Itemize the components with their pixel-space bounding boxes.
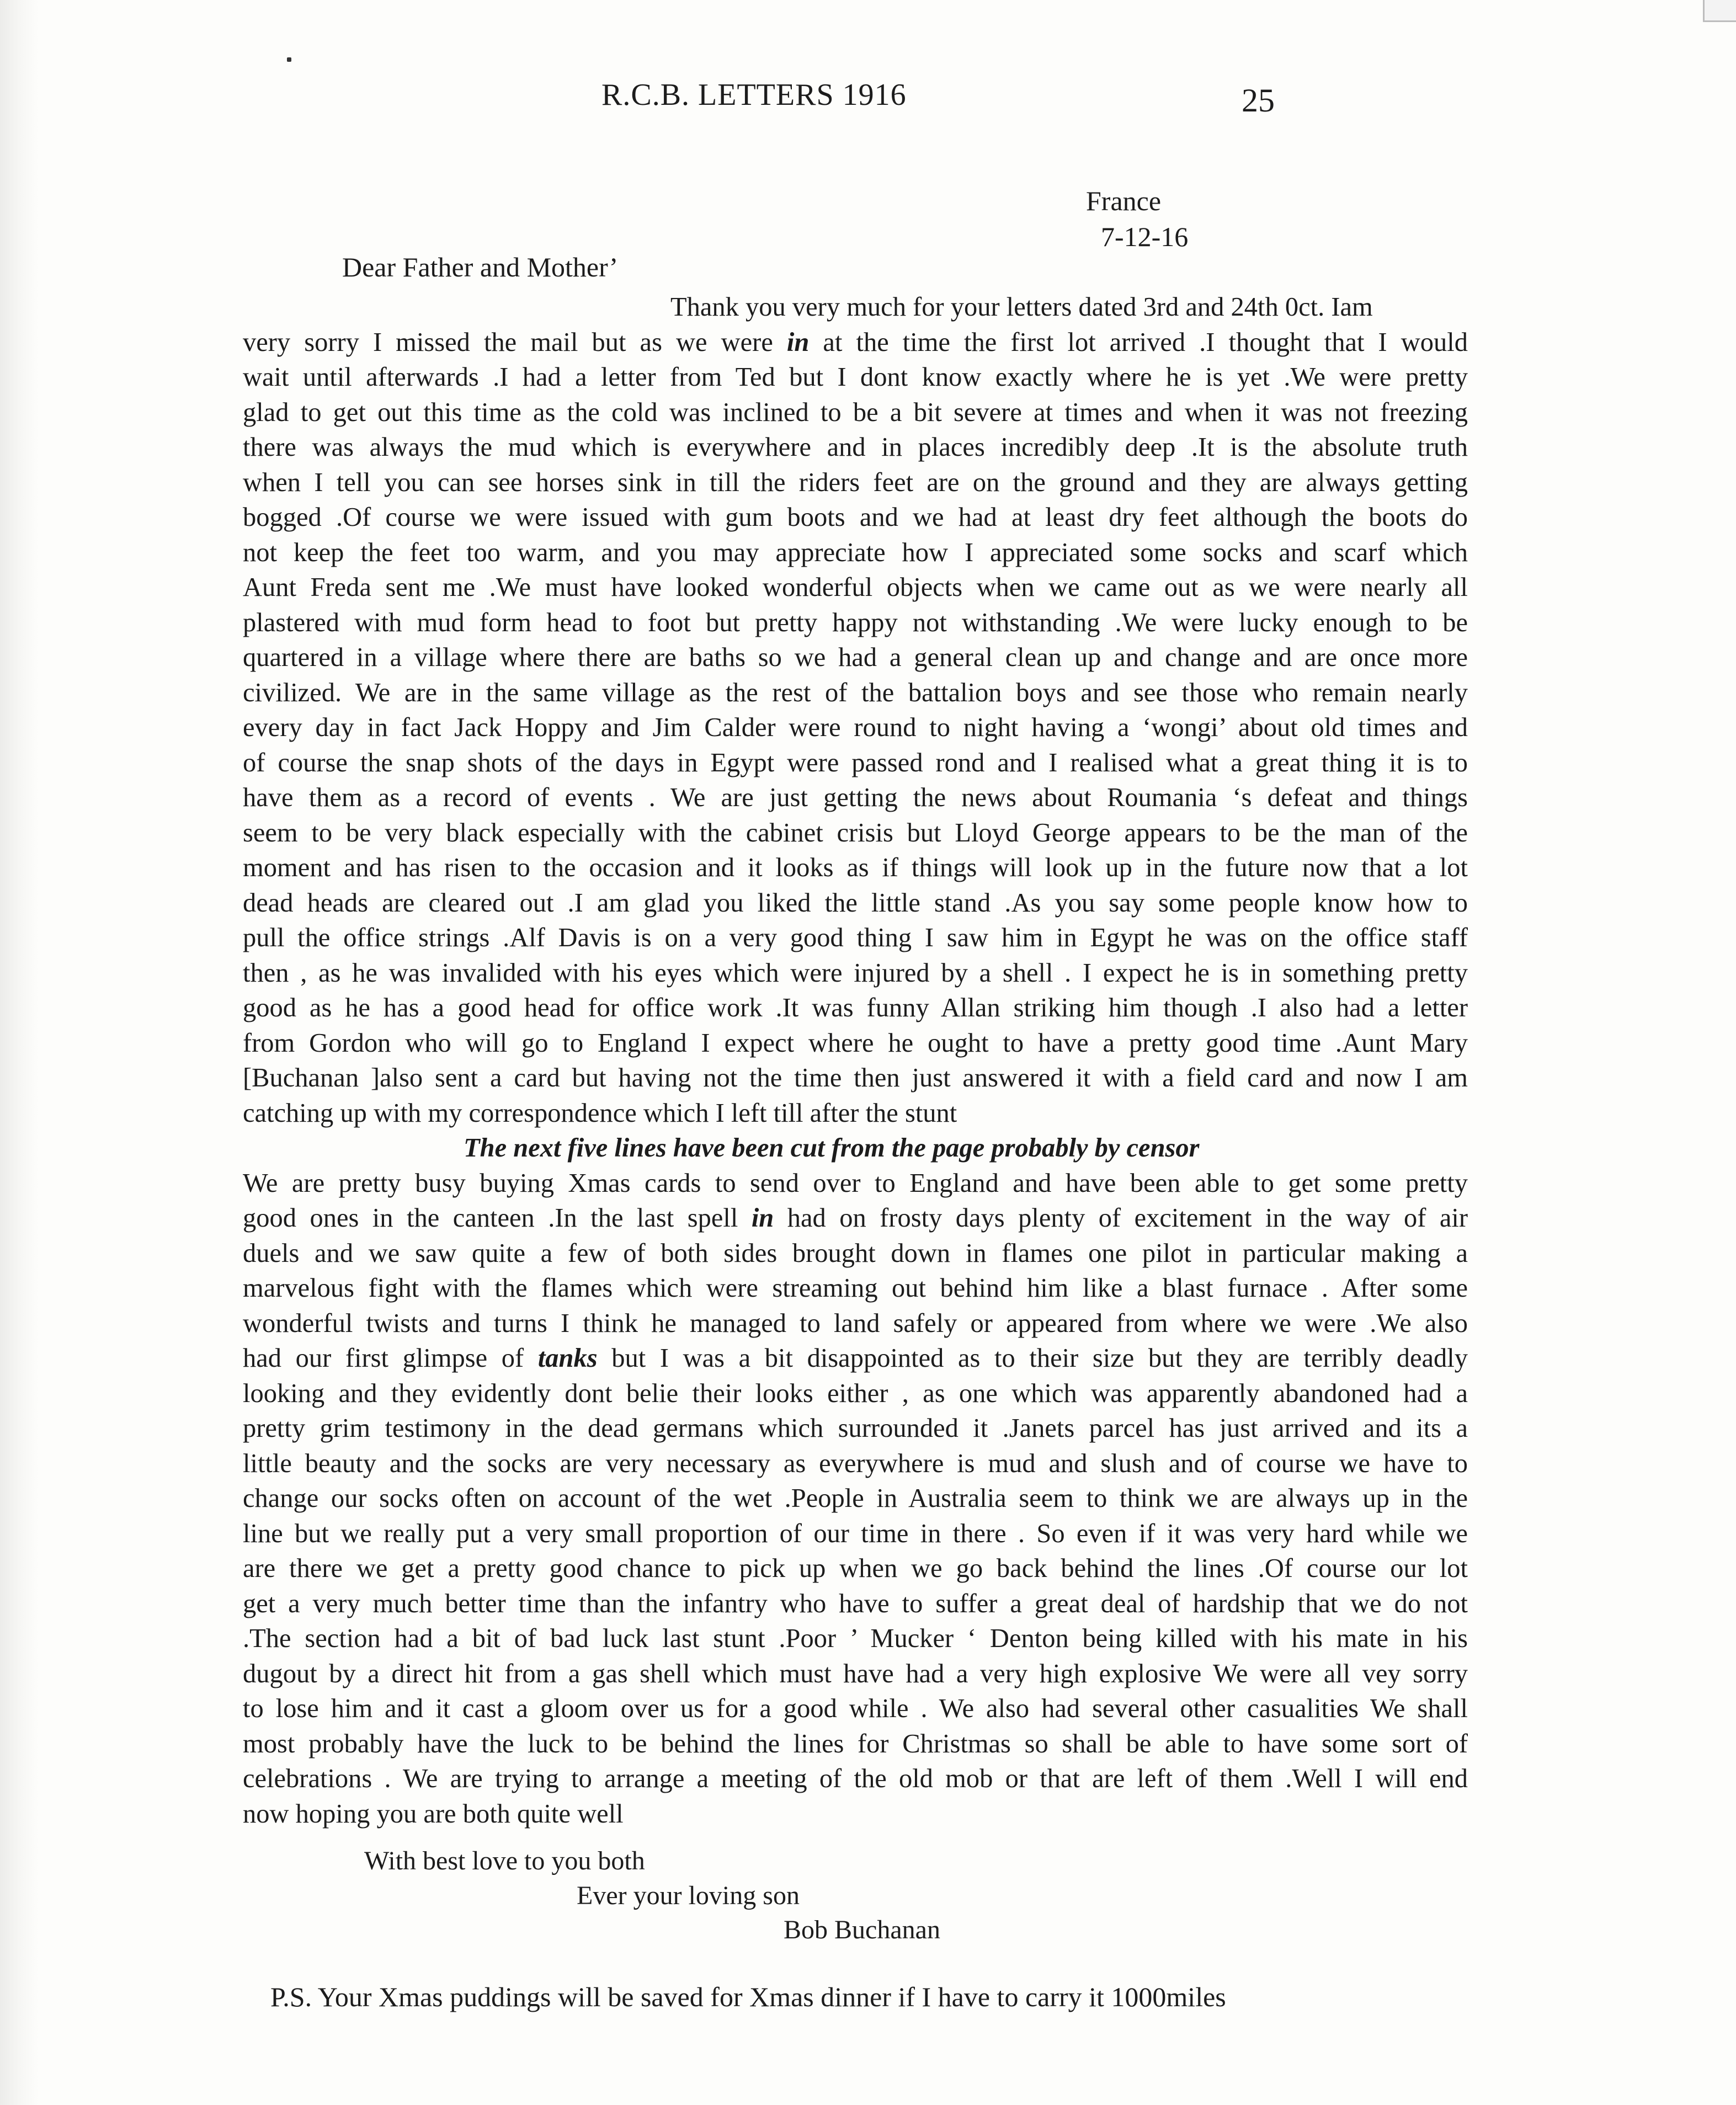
body-line: most probably have the luck to be behind the lines for Christmas so shall be able to have some sort of bbox=[243, 1729, 1468, 1758]
body-line: of course the snap shots of the days in Egypt were passed rond and I realised what a great thing it is to bbox=[243, 748, 1468, 777]
body-line: pretty grim testimony in the dead germans which surrounded it .Janets parcel has just arrived and its a bbox=[243, 1414, 1468, 1443]
body-line: catching up with my correspondence which I left till after the stunt bbox=[243, 1098, 957, 1128]
body-line: dead heads are cleared out .I am glad you liked the little stand .As you say some people know how to bbox=[243, 888, 1468, 918]
emphasized-word: tanks bbox=[537, 1344, 598, 1373]
body-line: Aunt Freda sent me .We must have looked wonderful objects when we came out as we were nearly all bbox=[243, 573, 1468, 602]
body-line-segment: but I was a bit disappointed as to their size but they are terribly deadly bbox=[597, 1344, 1468, 1373]
body-line-segment: at the time the first lot arrived .I thought that I would bbox=[809, 327, 1468, 357]
body-line: to lose him and it cast a gloom over us for a good while . We also had several other casualities We shall bbox=[243, 1694, 1468, 1723]
body-line-segment: good ones in the canteen .In the last spell bbox=[243, 1203, 738, 1233]
body-line: seem to be very black especially with the cabinet crisis but Lloyd George appears to be the man of the bbox=[243, 818, 1468, 848]
letter-body bbox=[243, 290, 1468, 1831]
emphasized-word: in bbox=[786, 327, 810, 357]
scan-speck bbox=[287, 57, 291, 62]
body-line bbox=[243, 1341, 1468, 1376]
body-line: pull the office strings .Alf Davis is on a very good thing I saw him in Egypt he was on the office staff bbox=[243, 923, 1468, 952]
page-number: 25 bbox=[1242, 82, 1275, 119]
body-line: bogged .Of course we were issued with gum boots and we had at least dry feet although the boots do bbox=[243, 503, 1468, 532]
body-line: celebrations . We are trying to arrange a meeting of the old mob or that are left of them .Well I will end bbox=[243, 1764, 1468, 1793]
body-line: moment and has risen to the occasion and it looks as if things will look up in the future now that a lot bbox=[243, 853, 1468, 882]
body-line: are there we get a pretty good chance to pick up when we go back behind the lines .Of course our lot bbox=[243, 1554, 1468, 1583]
body-line: wonderful twists and turns I think he managed to land safely or appeared from where we were .We also bbox=[243, 1308, 1468, 1338]
body-line: change our socks often on account of the wet .People in Australia seem to think we are always up in the bbox=[243, 1484, 1468, 1513]
closing-line: With best love to you both bbox=[364, 1846, 645, 1875]
body-line: good as he has a good head for office work .It was funny Allan striking him though .I also had a letter bbox=[243, 993, 1468, 1022]
scan-corner-mark bbox=[1703, 0, 1736, 22]
body-line: line but we really put a very small proportion of our time in there . So even if it was very hard while we bbox=[243, 1518, 1468, 1548]
body-line: Thank you very much for your letters dated 3rd and 24th 0ct. Iam bbox=[670, 292, 1373, 322]
body-line: there was always the mud which is everywhere and in places incredibly deep .It is the absolute truth bbox=[243, 433, 1468, 462]
body-line bbox=[243, 325, 1468, 360]
body-line bbox=[243, 1201, 1468, 1236]
body-line: wait until afterwards .I had a letter from Ted but I dont know exactly where he is yet .We were pretty bbox=[243, 363, 1468, 392]
body-line: then , as he was invalided with his eyes which were injured by a shell . I expect he is in something pretty bbox=[243, 958, 1468, 988]
body-line: marvelous fight with the flames which were streaming out behind him like a blast furnace . After some bbox=[243, 1273, 1468, 1303]
body-line: [Buchanan ]also sent a card but having not the time then just answered it with a field card and now I am bbox=[243, 1063, 1468, 1093]
body-line: when I tell you can see horses sink in till the riders feet are on the ground and they are always getting bbox=[243, 467, 1468, 497]
body-line: We are pretty busy buying Xmas cards to send over to England and have been able to get some pretty bbox=[243, 1168, 1468, 1198]
letter-place: France bbox=[1086, 185, 1162, 216]
body-line: .The section had a bit of bad luck last stunt .Poor ’ Mucker ‘ Denton being killed with his mate in his bbox=[243, 1624, 1468, 1653]
body-line: not keep the feet too warm, and you may appreciate how I appreciated some socks and scarf which bbox=[243, 537, 1468, 567]
body-line: have them as a record of events . We are just getting the news about Roumania ‘s defeat and things bbox=[243, 783, 1468, 812]
letter-date: 7-12-16 bbox=[1101, 221, 1189, 252]
closing-line: Ever your loving son bbox=[577, 1881, 800, 1910]
body-line: dugout by a direct hit from a gas shell which must have had a very high explosive We were all vey sorry bbox=[243, 1659, 1468, 1688]
body-line-segment: very sorry I missed the mail but as we were bbox=[243, 327, 773, 357]
body-line: get a very much better time than the infantry who have to suffer a great deal of hardship that we do not bbox=[243, 1589, 1468, 1618]
body-line: quartered in a village where there are baths so we had a general clean up and change and are once more bbox=[243, 643, 1468, 672]
body-line: from Gordon who will go to England I expect where he ought to have a pretty good time .Aunt Mary bbox=[243, 1028, 1468, 1058]
body-line-segment: had our first glimpse of bbox=[243, 1344, 538, 1373]
body-line: duels and we saw quite a few of both sides brought down in flames one pilot in particular making a bbox=[243, 1238, 1468, 1268]
postscript: P.S. Your Xmas puddings will be saved for Xmas dinner if I have to carry it 1000miles bbox=[270, 1981, 1226, 2012]
body-line: every day in fact Jack Hoppy and Jim Calder were round to night having a ‘wongi’ about old times and bbox=[243, 713, 1468, 742]
body-line: glad to get out this time as the cold was inclined to be a bit severe at times and when it was not freezing bbox=[243, 397, 1468, 427]
emphasized-word: in bbox=[751, 1203, 774, 1233]
body-line-segment: had on frosty days plenty of excitement in the way of air bbox=[774, 1203, 1468, 1233]
body-line: looking and they evidently dont belie their looks either , as one which was apparently abandoned had a bbox=[243, 1378, 1468, 1408]
censor-note: The next five lines have been cut from the page probably by censor bbox=[464, 1133, 1200, 1163]
body-line: civilized. We are in the same village as the rest of the battalion boys and see those who remain nearly bbox=[243, 678, 1468, 707]
letter-salutation: Dear Father and Mother’ bbox=[342, 252, 619, 283]
body-line: plastered with mud form head to foot but pretty happy not withstanding .We were lucky enough to be bbox=[243, 607, 1468, 637]
body-line: now hoping you are both quite well bbox=[243, 1799, 624, 1829]
body-line: little beauty and the socks are very necessary as everywhere is mud and slush and of course we have to bbox=[243, 1448, 1468, 1478]
page-header-title: R.C.B. LETTERS 1916 bbox=[601, 78, 907, 112]
signature-name: Bob Buchanan bbox=[784, 1915, 940, 1944]
scan-edge-shadow bbox=[0, 0, 39, 2105]
